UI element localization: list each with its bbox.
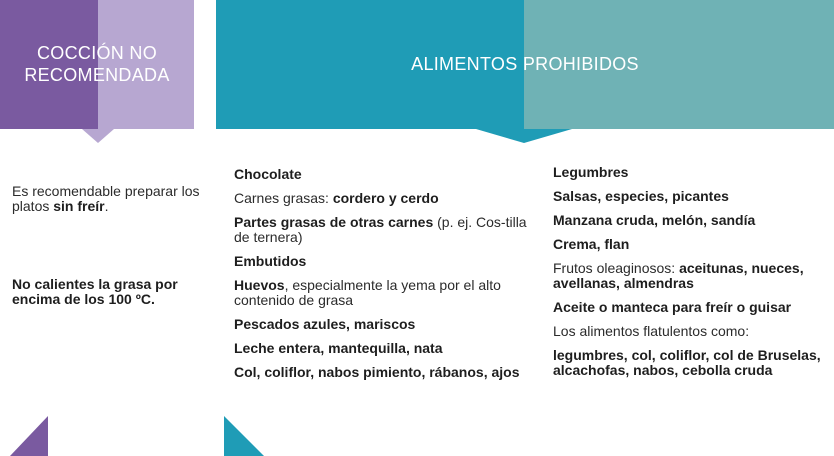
item-bold: Salsas, especies, picantes — [553, 188, 729, 204]
item-bold: Leche entera, mantequilla, nata — [234, 340, 443, 356]
item-bold: Embutidos — [234, 253, 307, 269]
list-item — [553, 300, 834, 315]
coccion-p2-bold: No calientes la grasa por encima de los 100 ºC. — [12, 276, 178, 307]
banner-alimentos-notch — [476, 129, 572, 143]
list-item — [234, 215, 534, 245]
item-bold: Pescados azules, mariscos — [234, 316, 416, 332]
list-item — [553, 348, 834, 378]
list-item — [553, 189, 834, 204]
item-bold: aceitunas, nueces, avellanas, almendras — [553, 260, 804, 291]
list-item — [553, 213, 834, 228]
item-bold: Partes grasas de otras carnes — [234, 214, 434, 230]
item-text: Frutos oleaginosos: — [553, 260, 680, 276]
list-item — [553, 165, 834, 180]
list-item — [234, 341, 534, 356]
coccion-p1-bold: sin freír — [53, 198, 105, 214]
coccion-p1-text: Es recomendable preparar los platos — [12, 183, 200, 214]
item-text: , especialmente la yema por el alto contenido de grasa — [234, 277, 501, 308]
list-item — [234, 167, 534, 182]
corner-decoration-mid — [224, 416, 264, 456]
item-bold: Manzana cruda, melón, sandía — [553, 212, 756, 228]
prohibidos-list-1 — [234, 167, 534, 389]
list-item — [234, 365, 534, 380]
item-bold: Huevos — [234, 277, 285, 293]
coccion-p1-end: . — [104, 198, 109, 214]
banner-alimentos — [216, 0, 834, 129]
item-text: (p. ej. Cos-tilla de ternera) — [234, 214, 527, 245]
item-text: Carnes grasas: — [234, 190, 333, 206]
item-bold: Col, coliflor, nabos pimiento, rábanos, ajos — [234, 364, 520, 380]
coccion-column — [12, 184, 202, 316]
item-bold: Aceite o manteca para freír o guisar — [553, 299, 792, 315]
list-item — [553, 261, 834, 291]
banner-coccion-title: COCCIÓN NO RECOMENDADA — [24, 43, 170, 85]
list-item — [234, 254, 534, 269]
item-bold: legumbres, col, coliflor, col de Bruselas, alcachofas, nabos, cebolla cruda — [553, 347, 821, 378]
prohibidos-list-2 — [553, 165, 834, 387]
item-text: Los alimentos flatulentos como: — [553, 323, 750, 339]
coccion-paragraph-2 — [12, 277, 202, 307]
banner-alimentos-title: ALIMENTOS PROHIBIDOS — [411, 54, 639, 74]
item-bold: cordero y cerdo — [332, 190, 439, 206]
corner-decoration-left — [10, 416, 48, 456]
list-item — [234, 278, 534, 308]
coccion-paragraph-1 — [12, 184, 202, 214]
banner-coccion — [0, 0, 194, 129]
item-bold: Crema, flan — [553, 236, 630, 252]
list-item — [234, 191, 534, 206]
list-item — [553, 237, 834, 252]
item-bold: Legumbres — [553, 164, 629, 180]
list-item — [553, 324, 834, 339]
banner-coccion-notch — [82, 129, 114, 143]
item-bold: Chocolate — [234, 166, 302, 182]
list-item — [234, 317, 534, 332]
